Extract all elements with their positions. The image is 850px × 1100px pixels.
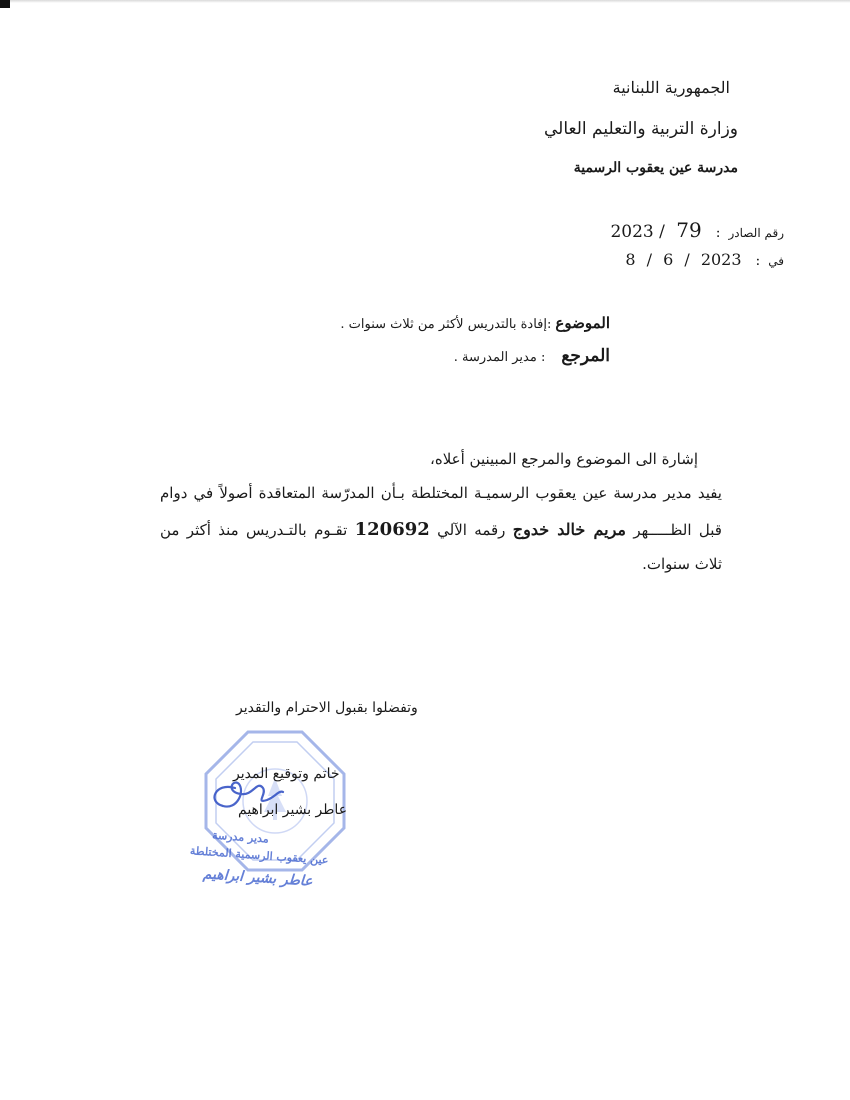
reference-separator: / [659,222,665,242]
reference-colon: : [715,225,721,241]
teacher-id-number: 120692 [354,519,430,540]
reference-year: 2023 [610,222,654,242]
body-line-3: ثلاث سنوات. [642,555,722,573]
reference-line-text: : مدير المدرسة . [453,350,546,365]
body-line-1: يفيد مدير مدرسة عين يعقوب الرسميـة المختلطة بـأن المدرّسة المتعاقدة أصولاً في دوام [160,484,722,502]
letter-date [625,250,784,269]
reference-label: رقم الصادر [728,226,784,240]
closing-phrase: وتفضلوا بقبول الاحترام والتقدير [236,700,418,716]
outgoing-reference [610,218,784,242]
stamp-text [172,826,345,892]
stamp-line-1: مدير مدرسة [211,828,270,846]
signature-title: خاتم وتوقيع المدير [233,766,340,782]
body-line-2-mid: رقمه الآلي [437,521,506,539]
stamp-line-2: عين يعقوب الرسمية المختلطة [189,844,329,867]
scan-edge [0,0,850,3]
subject-label: الموضوع [555,314,610,332]
body-line-2-end: تقـوم بالتـدريس منذ أكثر من [160,521,348,539]
teacher-name: مريم خالد خدوج [512,520,626,539]
scan-corner-mark [0,0,10,8]
school-name: مدرسة عين يعقوب الرسمية [573,160,738,176]
republic-name: الجمهورية اللبنانية [612,78,730,97]
reference-line-label: المرجع [561,346,610,366]
subject-line [340,314,610,332]
reference-number: 79 [676,218,702,242]
subject-text: :إفادة بالتدريس لأكثر من ثلاث سنوات . [340,317,552,332]
reference-value [610,218,701,242]
body-line-2-start: قبل الظـــــهر [633,521,722,539]
body-greeting: إشارة الى الموضوع والمرجع المبينين أعلاه، [430,450,698,468]
date-label: في [768,254,784,268]
date-value: 8 / 6 / 2023 [625,250,742,269]
principal-name: عاطر بشير ابراهيم [238,802,348,818]
stamp-line-3: عاطر بشير ابراهيم [202,866,314,890]
reference-line [454,346,610,366]
ministry-name: وزارة التربية والتعليم العالي [543,119,738,139]
date-colon: : [755,253,761,269]
body-line-2 [160,519,722,540]
